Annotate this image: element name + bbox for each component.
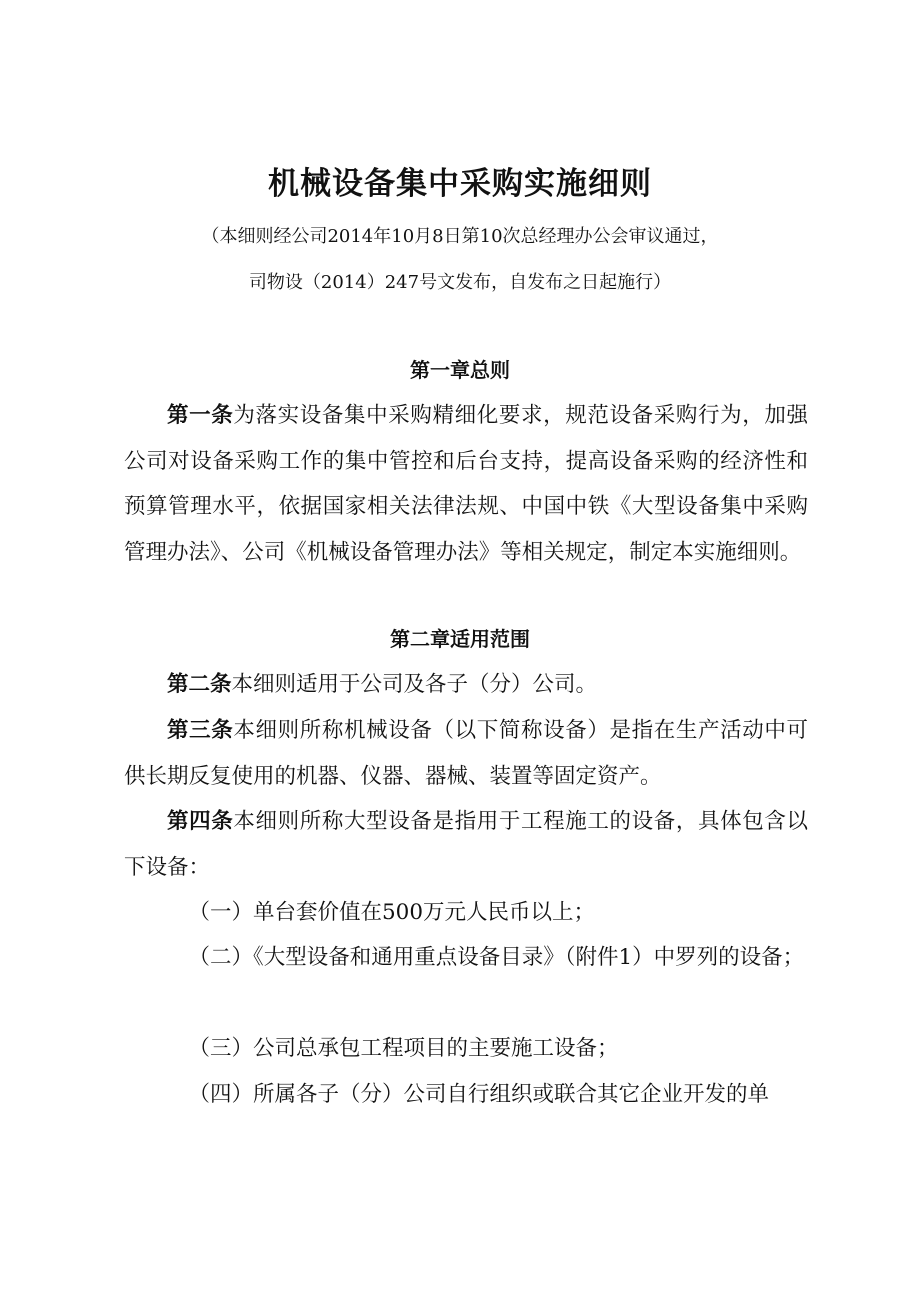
article-text: 为落实设备集中采购精细化要求，规范设备采购行为，加强公司对设备采购工作的集中管控和后台支持，提高设备采购的经济性和预算管理水平，依据国家相关法律法规、中国中铁《大型设备集中采购管理办法》、公司《机械设备管理办法》等相关规定，制定本实施细则。 (124, 403, 808, 565)
document-title: 机械设备集中采购实施细则 (268, 166, 652, 202)
article-text: 本细则所称大型设备是指用于工程施工的设备，具体包含以下设备： (124, 809, 808, 880)
chapter-heading-1: 第一章总则 (410, 358, 510, 382)
approval-note-line-2: 司物设（2014）247号文发布，自发布之日起施行） (248, 272, 672, 293)
list-item: （一）单台套价值在500万元人民币以上； (188, 900, 596, 925)
article-text: 本细则适用于公司及各子（分）公司。 (231, 672, 598, 697)
list-item: （四）所属各子（分）公司自行组织或联合其它企业开发的单 (188, 1082, 770, 1107)
article-label: 第三条 (167, 718, 234, 743)
list-item: （二）《大型设备和通用重点设备目录》（附件1）中罗列的设备； (188, 945, 805, 970)
list-item: （三）公司总承包工程项目的主要施工设备； (188, 1036, 619, 1061)
article-text: 本细则所称机械设备（以下简称设备）是指在生产活动中可供长期反复使用的机器、仪器、器械、装置等固定资产。 (124, 718, 808, 789)
article-4 (124, 799, 808, 890)
article-1 (124, 393, 808, 575)
article-label: 第一条 (167, 403, 234, 428)
article-3 (124, 708, 808, 799)
article-label: 第四条 (167, 809, 234, 834)
chapter-heading-2: 第二章适用范围 (390, 627, 530, 651)
article-label: 第二条 (167, 672, 232, 697)
approval-note-line-1: （本细则经公司2014年10月8日第10次总经理办公会审议通过， (201, 226, 719, 247)
article-2 (124, 662, 808, 708)
